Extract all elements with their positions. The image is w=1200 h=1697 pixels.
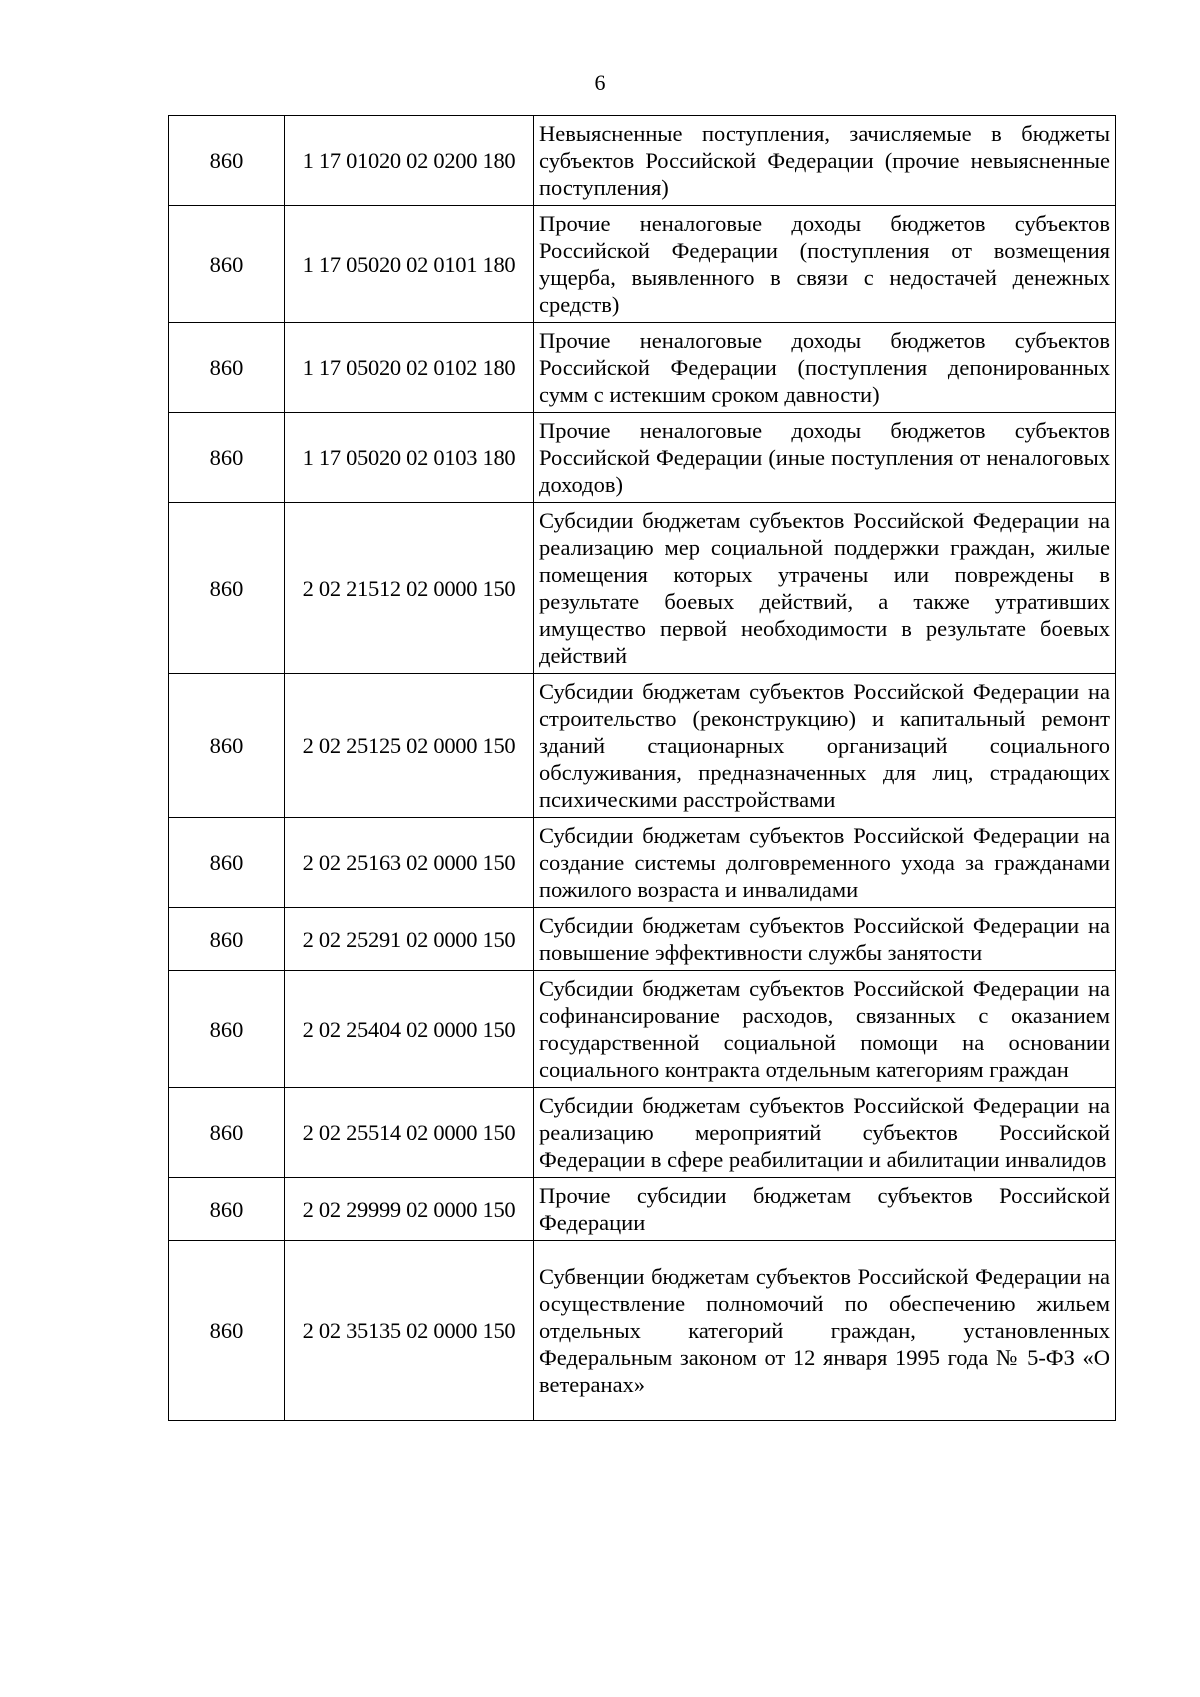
description-cell: Субвенции бюджетам субъектов Российской Федерации на осуществление полномочий по обеспечению жильем отдельных категорий граждан, установленных Федеральным законом от 12 января 1995 года № 5-ФЗ «О ветеранах» xyxy=(534,1241,1116,1421)
admin-code-cell: 860 xyxy=(169,503,285,674)
description-cell: Субсидии бюджетам субъектов Российской Федерации на софинансирование расходов, связанных с оказанием государственной социальной помощи на основании социального контракта отдельным категориям граждан xyxy=(534,971,1116,1088)
kbk-code-cell: 2 02 29999 02 0000 150 xyxy=(285,1178,534,1241)
kbk-code-cell: 1 17 05020 02 0103 180 xyxy=(285,413,534,503)
kbk-code-cell: 1 17 01020 02 0200 180 xyxy=(285,116,534,206)
kbk-code-cell: 1 17 05020 02 0101 180 xyxy=(285,206,534,323)
description-cell: Прочие неналоговые доходы бюджетов субъектов Российской Федерации (поступления депонированных сумм с истекшим сроком давности) xyxy=(534,323,1116,413)
description-cell: Невыясненные поступления, зачисляемые в бюджеты субъектов Российской Федерации (прочие невыясненные поступления) xyxy=(534,116,1116,206)
kbk-code-cell: 2 02 25514 02 0000 150 xyxy=(285,1088,534,1178)
table-row xyxy=(169,413,1116,503)
admin-code-cell: 860 xyxy=(169,1178,285,1241)
admin-code-cell: 860 xyxy=(169,206,285,323)
kbk-code-cell: 2 02 25291 02 0000 150 xyxy=(285,908,534,971)
admin-code-cell: 860 xyxy=(169,674,285,818)
kbk-code-cell: 2 02 35135 02 0000 150 xyxy=(285,1241,534,1421)
table-row xyxy=(169,818,1116,908)
description-cell: Субсидии бюджетам субъектов Российской Федерации на строительство (реконструкцию) и капитальный ремонт зданий стационарных организаций социального обслуживания, предназначенных для лиц, страдающих психическими расстройствами xyxy=(534,674,1116,818)
description-cell: Прочие субсидии бюджетам субъектов Российской Федерации xyxy=(534,1178,1116,1241)
admin-code-cell: 860 xyxy=(169,908,285,971)
description-cell: Прочие неналоговые доходы бюджетов субъектов Российской Федерации (иные поступления от неналоговых доходов) xyxy=(534,413,1116,503)
description-cell: Субсидии бюджетам субъектов Российской Федерации на реализацию мер социальной поддержки граждан, жилые помещения которых утрачены или повреждены в результате боевых действий, а также утративших имущество первой необходимости в результате боевых действий xyxy=(534,503,1116,674)
table-row xyxy=(169,116,1116,206)
kbk-code-cell: 1 17 05020 02 0102 180 xyxy=(285,323,534,413)
table-row xyxy=(169,206,1116,323)
admin-code-cell: 860 xyxy=(169,413,285,503)
table-row xyxy=(169,908,1116,971)
kbk-code-cell: 2 02 25163 02 0000 150 xyxy=(285,818,534,908)
kbk-code-cell: 2 02 21512 02 0000 150 xyxy=(285,503,534,674)
table-row xyxy=(169,1178,1116,1241)
admin-code-cell: 860 xyxy=(169,971,285,1088)
table-row xyxy=(169,674,1116,818)
description-cell: Прочие неналоговые доходы бюджетов субъектов Российской Федерации (поступления от возмещения ущерба, выявленного в связи с недостачей денежных средств) xyxy=(534,206,1116,323)
description-cell: Субсидии бюджетам субъектов Российской Федерации на повышение эффективности службы занятости xyxy=(534,908,1116,971)
table-row xyxy=(169,323,1116,413)
page-number: 6 xyxy=(594,70,606,95)
admin-code-cell: 860 xyxy=(169,1241,285,1421)
admin-code-cell: 860 xyxy=(169,323,285,413)
table-row xyxy=(169,503,1116,674)
kbk-code-cell: 2 02 25125 02 0000 150 xyxy=(285,674,534,818)
table-row xyxy=(169,1088,1116,1178)
table-row xyxy=(169,971,1116,1088)
budget-codes-table xyxy=(168,115,1116,1421)
admin-code-cell: 860 xyxy=(169,818,285,908)
table-row xyxy=(169,1241,1116,1421)
admin-code-cell: 860 xyxy=(169,1088,285,1178)
description-cell: Субсидии бюджетам субъектов Российской Федерации на реализацию мероприятий субъектов Российской Федерации в сфере реабилитации и абилитации инвалидов xyxy=(534,1088,1116,1178)
kbk-code-cell: 2 02 25404 02 0000 150 xyxy=(285,971,534,1088)
admin-code-cell: 860 xyxy=(169,116,285,206)
description-cell: Субсидии бюджетам субъектов Российской Федерации на создание системы долговременного ухода за гражданами пожилого возраста и инвалидами xyxy=(534,818,1116,908)
